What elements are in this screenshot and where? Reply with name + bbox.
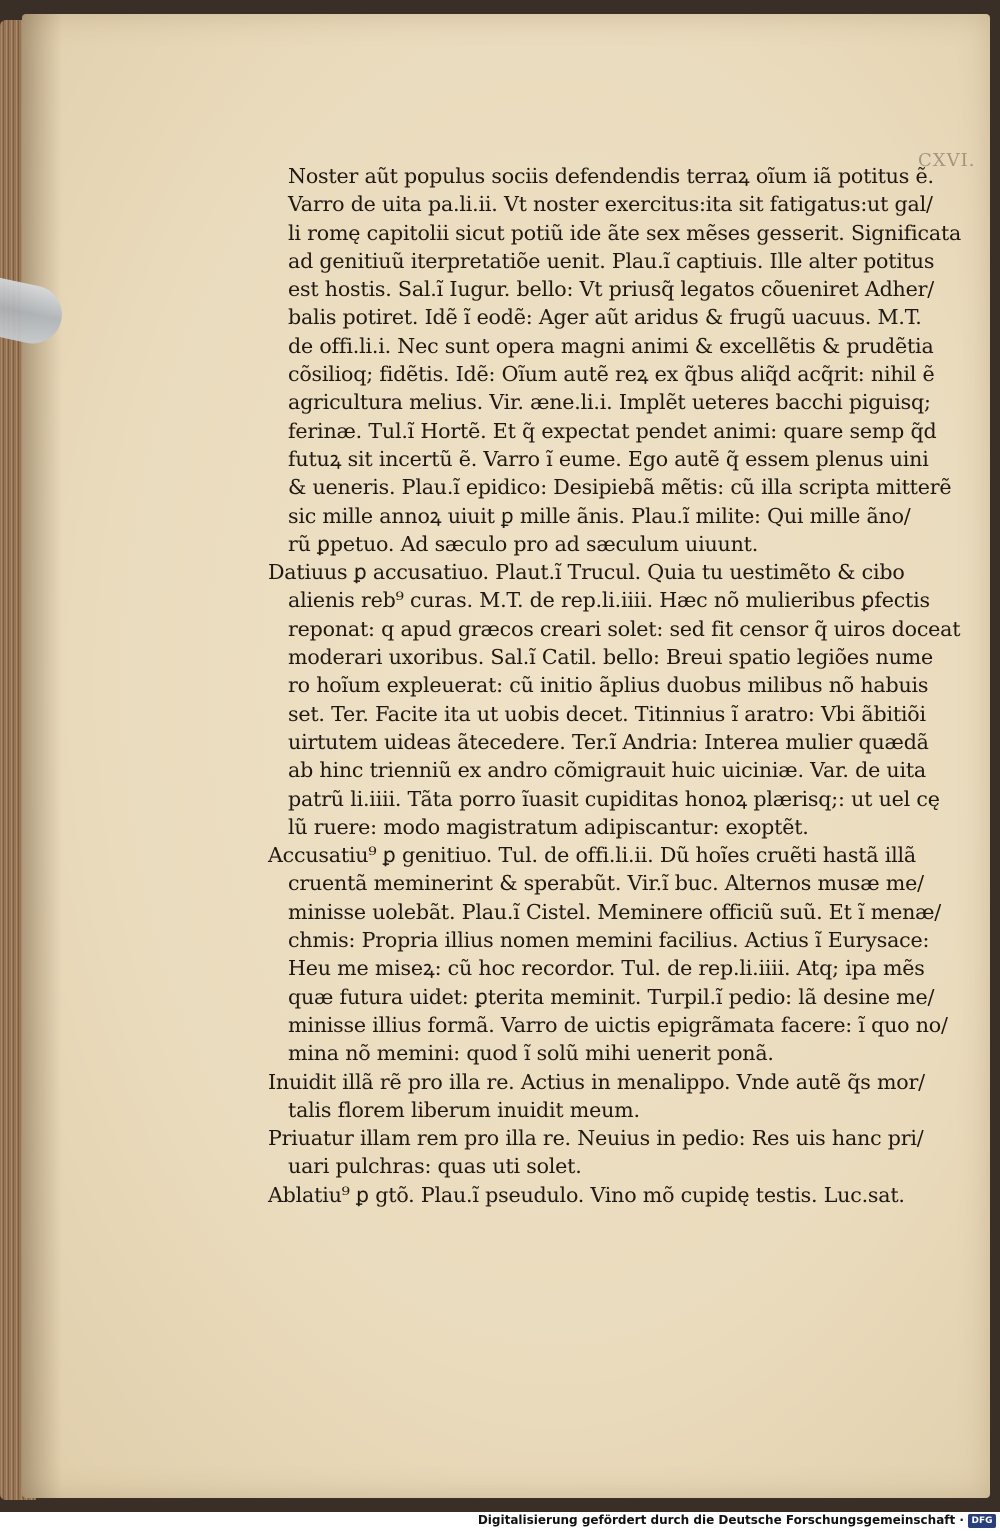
text-line: rũ ꝑpetuo. Ad sæculo pro ad sæculum uiuunt. xyxy=(288,531,759,556)
text-line: set. Ter. Facite ita ut uobis decet. Titinnius ĩ aratro: Vbi ãbitiõi xyxy=(288,701,926,726)
text-line: lũ ruere: modo magistratum adipiscantur: exoptẽt. xyxy=(288,814,809,839)
text-line: patrũ li.iiii. Tãta porro ĩuasit cupiditas honoꝝ plærisq;: ut uel cę xyxy=(288,786,940,811)
text-line: est hostis. Sal.ĩ Iugur. bello: Vt priusq̃ legatos cõueniret Adher/ xyxy=(288,277,934,302)
text-line: cruentã meminerint & sperabũt. Vir.ĩ buc. Alternos musæ me/ xyxy=(288,871,924,896)
folio-number: CXVI. xyxy=(918,150,976,171)
text-line: quæ futura uidet: ꝑterita meminit. Turpil.ĩ pedio: lã desine me/ xyxy=(288,984,935,1009)
text-line: moderari uxoribus. Sal.ĩ Catil. bello: Breui spatio legiões nume xyxy=(288,645,933,670)
text-line: alienis reb⁹ curas. M.T. de rep.li.iiii. Hæc nõ mulieribus ꝑfectis xyxy=(288,588,930,613)
text-line: uirtutem uideas ãtecedere. Ter.ĩ Andria: Interea mulier quædã xyxy=(288,729,929,754)
text-line: agricultura melius. Vir. æne.li.i. Implẽt ueteres bacchi piguisq; xyxy=(288,390,931,415)
text-line: mina nõ memini: quod ĩ solũ mihi uenerit ponã. xyxy=(288,1041,774,1066)
text-line: Inuidit illã rẽ pro illa re. Actius in menalippo. Vnde autẽ q̃s mor/ xyxy=(268,1069,925,1094)
text-line: chmis: Propria illius nomen memini facilius. Actius ĩ Eurysace: xyxy=(288,928,930,953)
text-line: reponat: q apud græcos creari solet: sed fit censor q̃ uiros doceat xyxy=(288,616,961,641)
funding-credit: Digitalisierung gefördert durch die Deutsche Forschungsgemeinschaft · xyxy=(477,1513,964,1527)
text-line: Noster aũt populus sociis defendendis terraꝝ oĩum iã potitus ẽ. xyxy=(288,164,934,188)
text-line: Accusatiu⁹ ꝑ genitiuo. Tul. de offi.li.ii. Dũ hoĩes cruẽti hastã illã xyxy=(268,843,916,868)
text-line: ab hinc trienniũ ex andro cõmigrauit huic uiciniæ. Var. de uita xyxy=(288,758,927,783)
text-line: de offi.li.i. Nec sunt opera magni animi & excellẽtis & prudẽtia xyxy=(288,333,934,358)
text-line: cõsilioq; fidẽtis. Idẽ: Oĩum autẽ reꝝ ex q̃bus aliq̃d acq̃rit: nihil ẽ xyxy=(288,362,935,387)
text-line: li romę capitolii sicut potiũ ide ãte sex mẽses gesserit. Significata xyxy=(288,220,962,245)
dfg-logo-icon: DFG xyxy=(968,1514,996,1528)
text-line: minisse illius formã. Varro de uictis epigrãmata facere: ĩ quo no/ xyxy=(288,1012,948,1037)
text-line: minisse uolebãt. Plau.ĩ Cistel. Meminere officiũ suũ. Et ĩ menæ/ xyxy=(288,899,942,924)
text-line: Varro de uita pa.li.ii. Vt noster exercitus:ita sit fatigatus:ut gal/ xyxy=(288,192,933,217)
gutter-shadow xyxy=(22,14,62,1498)
text-line: Datiuus ꝑ accusatiuo. Plaut.ĩ Trucul. Quia tu uestimẽto & cibo xyxy=(268,560,905,585)
text-line: Priuatur illam rem pro illa re. Neuius in pedio: Res uis hanc pri/ xyxy=(268,1126,924,1151)
text-block xyxy=(268,162,962,1209)
text-line: ad genitiuũ iterpretatiõe uenit. Plau.ĩ captiuis. Ille alter potitus xyxy=(288,248,935,273)
text-line: ferinæ. Tul.ĩ Hortẽ. Et q̃ expectat pendet animi: quare semp q̃d xyxy=(288,418,937,443)
text-line: futuꝝ sit incertũ ẽ. Varro ĩ eume. Ego autẽ q̃ essem plenus uini xyxy=(288,446,929,471)
text-line: Heu me miseꝝ: cũ hoc recordor. Tul. de rep.li.iiii. Atq; ipa mẽs xyxy=(288,956,925,981)
text-line: sic mille annoꝝ uiuit ꝑ mille ãnis. Plau.ĩ milite: Qui mille ãno/ xyxy=(288,503,911,528)
footer-banner xyxy=(0,1512,1000,1531)
text-line: balis potiret. Idẽ ĩ eodẽ: Ager aũt aridus & frugũ uacuus. M.T. xyxy=(288,305,922,330)
text-line: & ueneris. Plau.ĩ epidico: Desipiebã mẽtis: cũ illa scripta mitterẽ xyxy=(288,475,952,500)
text-line: uari pulchras: quas uti solet. xyxy=(288,1154,582,1179)
text-line: ro hoĩum expleuerat: cũ initio ãplius duobus milibus nõ habuis xyxy=(288,673,929,698)
text-line: Ablatiu⁹ ꝑ gtõ. Plau.ĩ pseudulo. Vino mõ cupidę testis. Luc.sat. xyxy=(268,1182,905,1207)
text-line: talis florem liberum inuidit meum. xyxy=(288,1097,640,1122)
